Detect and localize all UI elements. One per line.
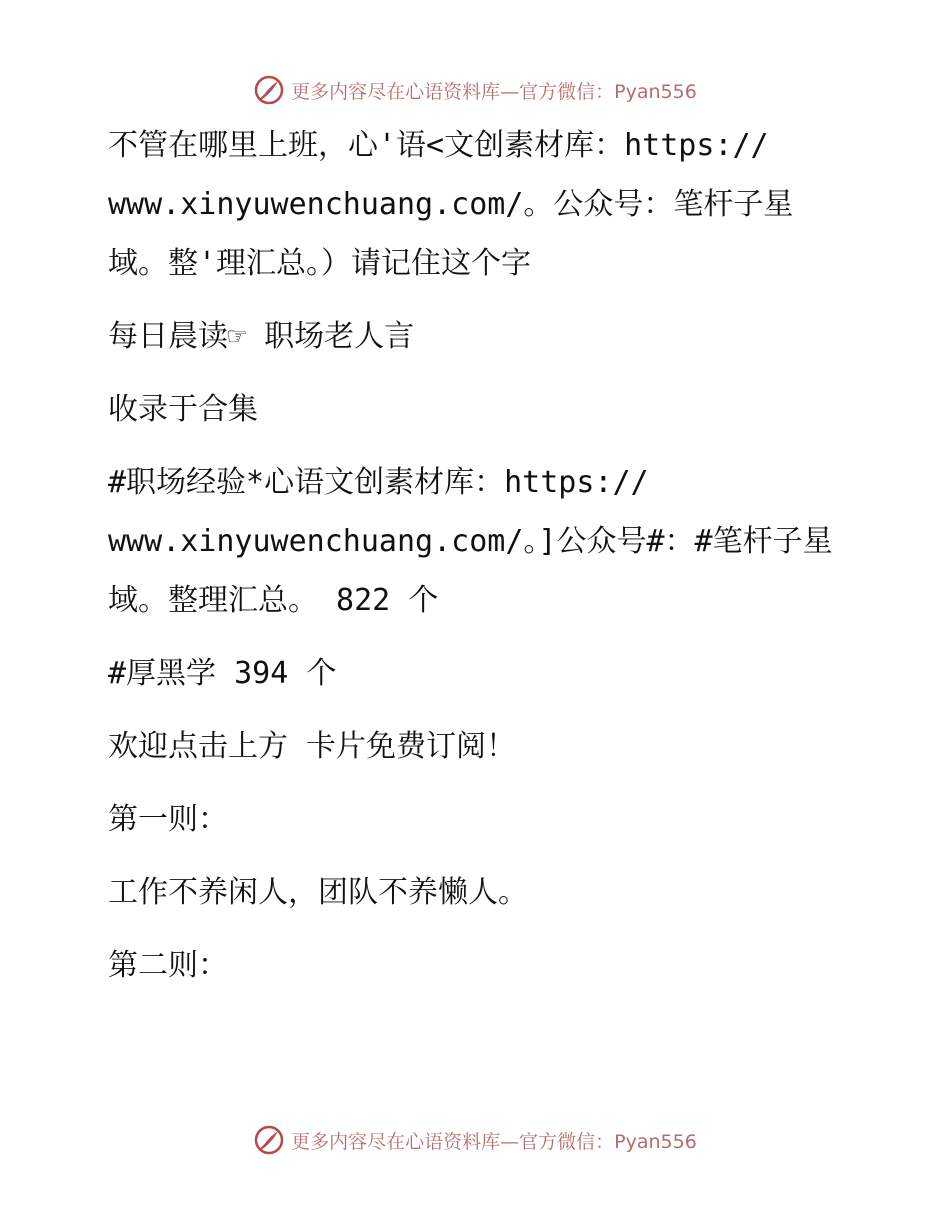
paragraph: 每日晨读☞ 职场老人言 [108,319,415,354]
document-body [96,116,876,1009]
quill-seal-icon [253,74,285,106]
watermark-text: 更多内容尽在心语资料库—官方微信： [291,1130,615,1153]
paragraph: #厚黑学 394 个 [108,656,337,691]
paragraph: 第一则： [108,802,228,837]
paragraph: 不管在哪里上班，心'语<文创素材库：https:// www.xinyuwenchuang.com/。公众号：笔杆子星 域。整'理汇总。）请记住这个字 [108,128,794,281]
paragraph: 欢迎点击上方 卡片免费订阅！ [108,729,517,764]
paragraph: 第二则： [108,948,228,983]
header-watermark [0,70,950,110]
paragraph: #职场经验*心语文创素材库：https:// www.xinyuwenchuang.com/。]公众号#：#笔杆子星 域。整理汇总。 822 个 [108,465,833,618]
footer-watermark [0,1120,950,1160]
watermark-wechat-id: Pyan556 [614,80,697,103]
quill-seal-icon [253,1124,285,1156]
paragraph: 收录于合集 [108,392,258,427]
paragraph: 工作不养闲人，团队不养懒人。 [108,875,528,910]
watermark-text: 更多内容尽在心语资料库—官方微信： [291,80,615,103]
watermark-wechat-id: Pyan556 [614,1130,697,1153]
